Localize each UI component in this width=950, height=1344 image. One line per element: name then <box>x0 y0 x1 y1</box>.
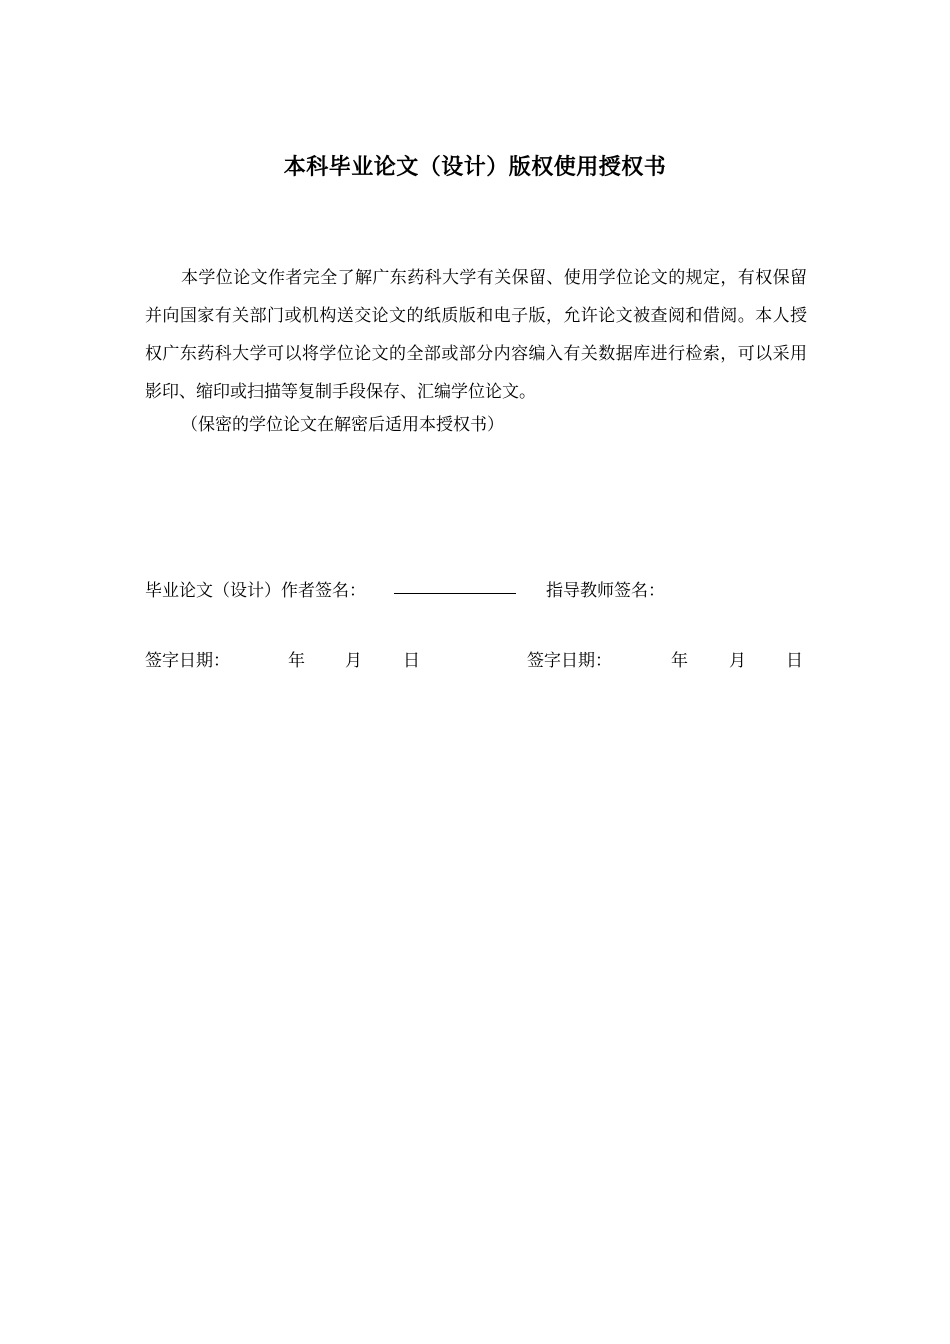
advisor-date-month: 月 <box>729 651 746 671</box>
author-date-label: 签字日期： <box>145 651 230 671</box>
document-title: 本科毕业论文（设计）版权使用授权书 <box>283 155 667 180</box>
advisor-date-label: 签字日期： <box>527 651 612 671</box>
advisor-date-day: 日 <box>786 651 803 671</box>
author-signature-line <box>392 574 516 604</box>
author-date-month: 月 <box>345 651 362 671</box>
author-date-day: 日 <box>403 651 420 671</box>
advisor-date-year: 年 <box>671 651 688 671</box>
author-date-year: 年 <box>288 651 305 671</box>
confidentiality-note: （保密的学位论文在解密后适用本授权书） <box>181 415 504 435</box>
advisor-signature-label: 指导教师签名： <box>546 581 665 601</box>
authorization-paragraph: 本学位论文作者完全了解广东药科大学有关保留、使用学位论文的规定，有权保留并向国家有关部门或机构送交论文的纸质版和电子版，允许论文被查阅和借阅。本人授权广东药科大学可以将学位论文的全部或部分内容编入有关数据库进行检索，可以采用影印、缩印或扫描等复制手段保存、汇编学位论文。 <box>145 268 807 402</box>
author-signature-label: 毕业论文（设计）作者签名： <box>145 581 366 601</box>
